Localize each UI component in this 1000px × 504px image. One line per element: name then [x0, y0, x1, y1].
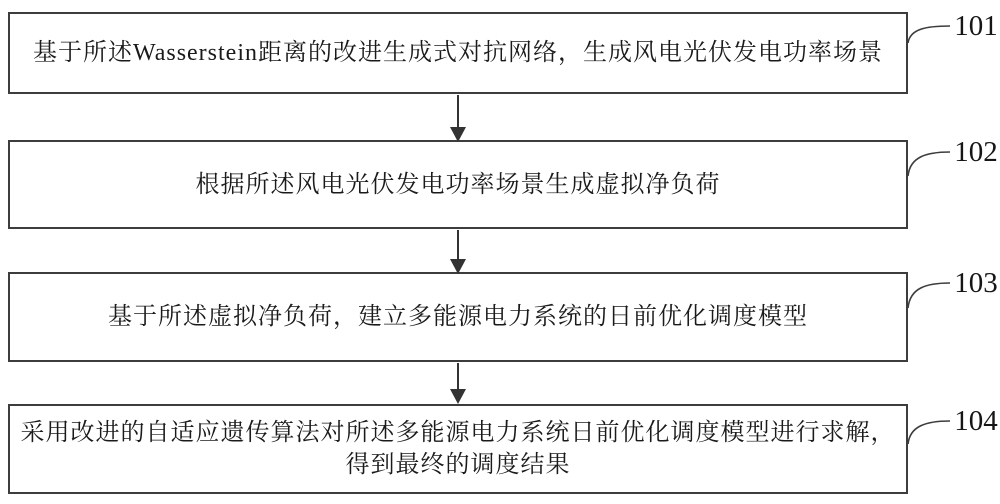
flow-step-text-3: 基于所述虚拟净负荷，建立多能源电力系统的日前优化调度模型	[108, 304, 808, 330]
ref-numeral-102: 102	[954, 136, 998, 168]
ref-numeral-101: 101	[954, 10, 998, 42]
flow-step-box-4	[8, 404, 908, 494]
flow-step-box-1	[8, 12, 908, 94]
leader-line-102	[908, 152, 950, 176]
flow-step-box-3	[8, 272, 908, 362]
leader-line-103	[908, 283, 950, 308]
flow-step-text-2: 根据所述风电光伏发电功率场景生成虚拟净负荷	[195, 171, 721, 198]
ref-numeral-103: 103	[954, 267, 998, 299]
leader-line-101	[908, 26, 950, 43]
down-arrow-3-head-icon	[450, 389, 466, 404]
ref-numeral-104: 104	[954, 405, 998, 437]
leader-line-104	[908, 421, 950, 444]
flow-step-text-1: 基于所述Wasserstein距离的改进生成式对抗网络，生成风电光伏发电功率场景	[32, 40, 884, 66]
flow-step-text-4: 采用改进的自适应遗传算法对所述多能源电力系统日前优化调度模型进行求解， 得到最终的调度结果	[20, 420, 896, 478]
flow-step-box-2	[8, 140, 908, 229]
